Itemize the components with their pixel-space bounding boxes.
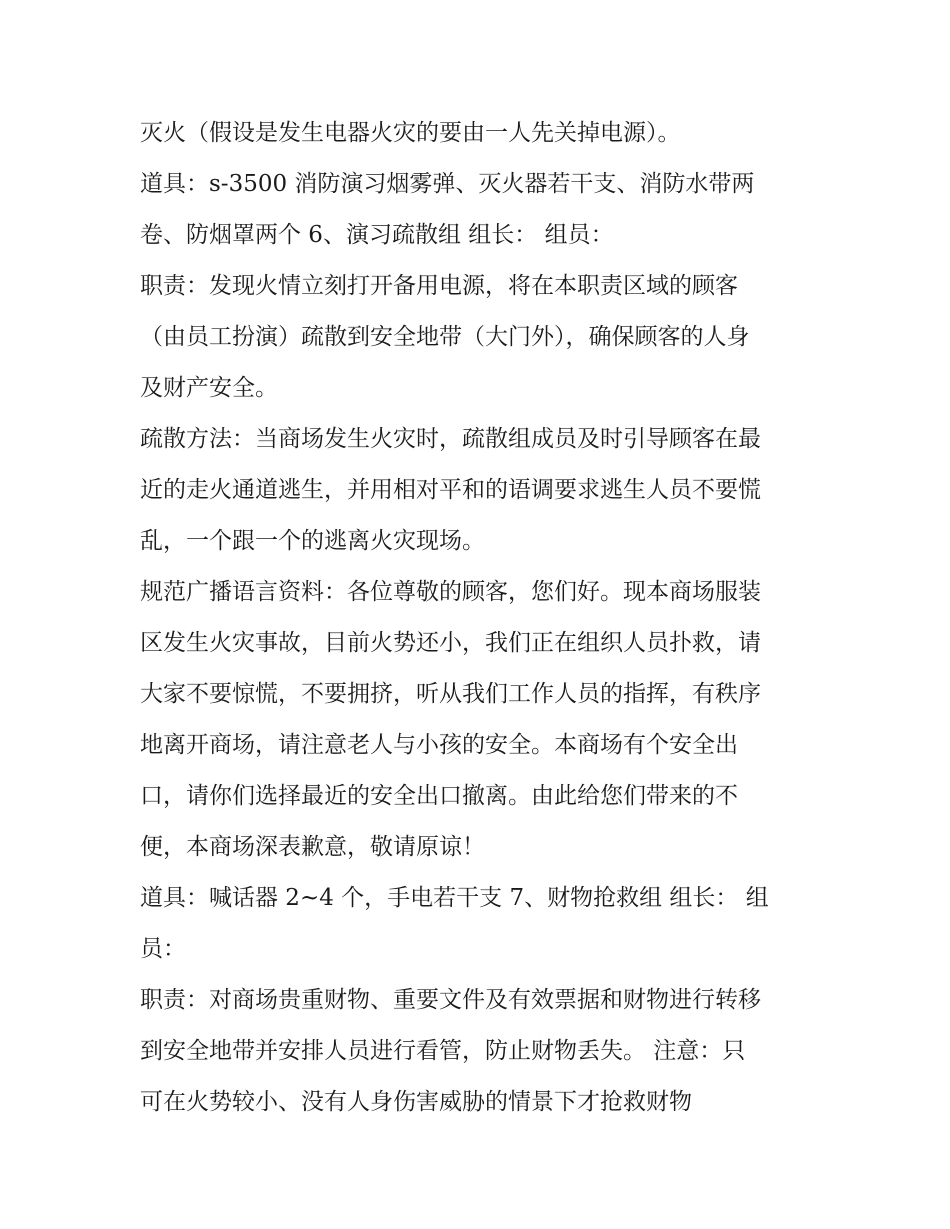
text-line: 地离开商场，请注意老人与小孩的安全。本商场有个安全出 <box>140 732 738 758</box>
text-line: 到安全地带并安排人员进行看管，防止财物丢失。 注意：只 <box>140 1038 746 1064</box>
text-line: 疏散方法：当商场发生火灾时，疏散组成员及时引导顾客在最 <box>140 426 761 452</box>
text-line: 道具：喊话器 2~4 个，手电若干支 7、财物抢救组 组长： 组 <box>140 885 769 911</box>
text-line: 卷、防烟罩两个 6、演习疏散组 组长： 组员： <box>140 222 614 248</box>
text-line: 区发生火灾事故，目前火势还小，我们正在组织人员扑救，请 <box>140 630 761 656</box>
text-line: 职责：发现火情立刻打开备用电源，将在本职责区域的顾客 <box>140 273 738 299</box>
text-line: 可在火势较小、没有人身伤害威胁的情景下才抢救财物 <box>140 1089 692 1115</box>
text-line: 灭火（假设是发生电器火灾的要由一人先关掉电源）。 <box>140 120 681 146</box>
text-line: 员： <box>140 936 186 962</box>
text-line: 规范广播语言资料：各位尊敬的顾客，您们好。现本商场服装 <box>140 579 761 605</box>
text-line: 职责：对商场贵重财物、重要文件及有效票据和财物进行转移 <box>140 987 761 1013</box>
text-line: 道具：s-3500 消防演习烟雾弹、灭火器若干支、消防水带两 <box>140 171 755 197</box>
text-line: 及财产安全。 <box>140 375 278 401</box>
text-line: 便，本商场深表歉意，敬请原谅！ <box>140 834 485 860</box>
text-line: 口，请你们选择最近的安全出口撤离。由此给您们带来的不 <box>140 783 738 809</box>
text-line: 近的走火通道逃生，并用相对平和的语调要求逃生人员不要慌 <box>140 477 761 503</box>
text-line: （由员工扮演）疏散到安全地带（大门外），确保顾客的人身 <box>140 324 750 350</box>
text-line: 大家不要惊慌，不要拥挤，听从我们工作人员的指挥，有秩序 <box>140 681 761 707</box>
document-body <box>140 108 820 1128</box>
text-line: 乱，一个跟一个的逃离火灾现场。 <box>140 528 485 554</box>
